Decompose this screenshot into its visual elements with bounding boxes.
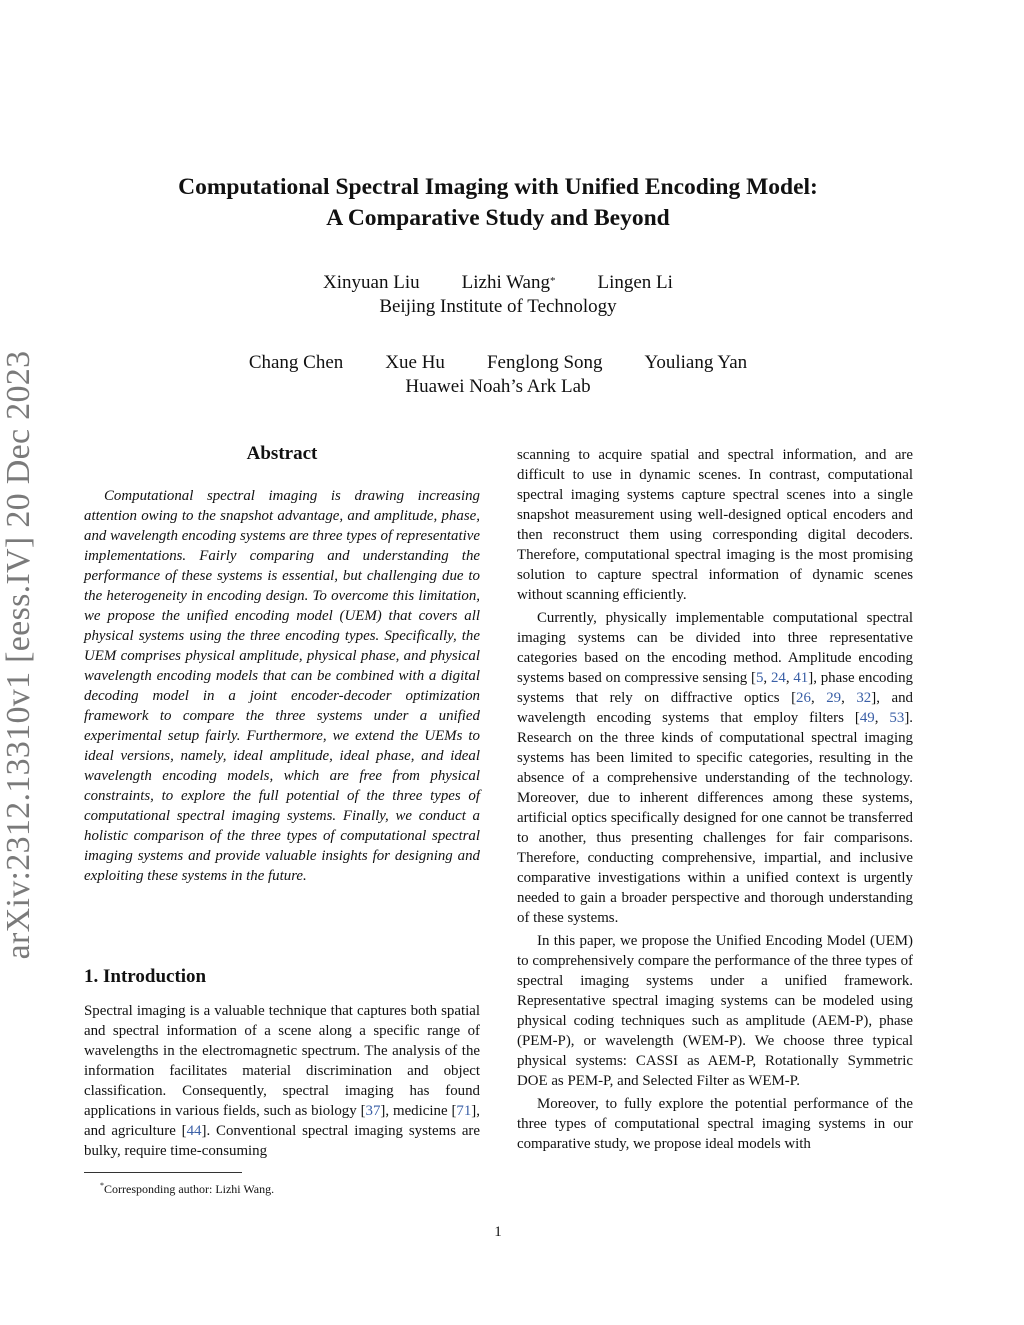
text-run: , — [763, 670, 771, 686]
author-list-2 — [0, 351, 996, 375]
author-name-corresponding — [462, 271, 556, 295]
author-name: Xinyuan Liu — [323, 272, 420, 293]
author-name: Lingen Li — [597, 272, 673, 293]
citation-link[interactable]: 29 — [826, 690, 842, 706]
text-run: Currently, physically implementable computational spectral imaging systems can be divided into three representative categories based on the encoding method. Amplitude encoding systems based on compressive sensing [ — [517, 610, 913, 686]
abstract-heading: Abstract — [246, 443, 318, 464]
text-run: , — [810, 690, 827, 706]
text-run: , — [874, 710, 890, 726]
text-run: Spectral imaging is a valuable technique that captures both spatial and spectral information of a scene along a specific range of wavelengths in the electromagnetic spectrum. The analysis of the information facilitates material discrimination and object classification. Consequently, spectral imaging has found applications in various fields, such as biology [ — [84, 1003, 480, 1119]
citation-link[interactable]: 5 — [755, 670, 764, 686]
corresponding-mark: * — [549, 275, 556, 287]
author-name: Lizhi Wang — [461, 272, 550, 293]
citation-link[interactable]: 71 — [456, 1103, 472, 1119]
footnote-rule — [84, 1172, 242, 1173]
author-name: Chang Chen — [248, 352, 344, 373]
citation-link[interactable]: 41 — [793, 670, 809, 686]
paragraph-uem: In this paper, we propose the Unified Encoding Model (UEM) to comprehensively compare the performance of the three types of spectral imaging systems under a unified framework. Representative spectral imaging systems can be modeled using physical coding techniques such as amplitude (AEM-P), phase (PEM-P), or wavelength (WEM-P). We choose three typical physical systems: CASSI as AEM-P, Rotationally Symmetric DOE as PEM-P, and Selected Filter as WEM-P. — [517, 933, 913, 1089]
footnote — [100, 1178, 274, 1197]
footnote-text: Corresponding author: Lizhi Wang. — [104, 1182, 275, 1196]
title-line-2: A Comparative Study and Beyond — [326, 205, 670, 231]
intro-paragraph — [84, 1001, 480, 1161]
author-name: Youliang Yan — [644, 352, 748, 373]
paragraph-ideal-models: Moreover, to fully explore the potential performance of the three types of computational spectral imaging systems in our comparative study, we propose ideal models with — [517, 1096, 913, 1152]
arxiv-stamp: arXiv:2312.13310v1 [eess.IV] 20 Dec 2023 — [0, 350, 37, 960]
footnote-mark: * — [100, 1181, 104, 1190]
citation-link[interactable]: 53 — [889, 710, 905, 726]
text-run: ], phase encoding systems that rely on diffractive optics [ — [517, 670, 913, 706]
text-run: ]. Research on the three kinds of computational spectral imaging systems has been limited to specific categories, resulting in the absence of a comprehensive understanding of the technology. Moreover, due to inherent differences among these systems, artificial optics specifically designed for one cannot be transferred to another, thus presenting challenges for fair comparisons. Therefore, conducting comprehensive, impartial, and inclusive comparative investigations within a unified context is urgently needed to gain a broader perspective and thorough understanding of these systems. — [517, 710, 913, 926]
text-run: , — [841, 690, 857, 706]
affiliation-2: Huawei Noah’s Ark Lab — [405, 376, 591, 397]
citation-link[interactable]: 32 — [856, 690, 872, 706]
affiliation-1: Beijing Institute of Technology — [379, 296, 617, 317]
paragraph-continued: scanning to acquire spatial and spectral information, and are difficult to use in dynamic scenes. In contrast, computational spectral imaging systems capture spectral scenes into a single snapshot measurement using well-designed optical encoders and then reconstruct them using corresponding digital decoders. Therefore, computational spectral imaging is the most promising solution to capture spectral information of dynamic scenes without scanning efficiently. — [517, 447, 913, 603]
citation-link[interactable]: 37 — [365, 1103, 381, 1119]
text-run: , — [785, 670, 794, 686]
section-heading-introduction: 1. Introduction — [84, 966, 207, 987]
text-run: ]. Conventional spectral imaging systems are bulky, require time-consuming — [84, 1123, 480, 1159]
author-list-1 — [0, 271, 996, 295]
citation-link[interactable]: 26 — [796, 690, 811, 706]
paper-title — [130, 172, 866, 234]
title-line-1: Computational Spectral Imaging with Unified Encoding Model: — [178, 174, 818, 200]
citation-link[interactable]: 44 — [186, 1123, 202, 1139]
right-column — [517, 445, 913, 1154]
text-run: ], and wavelength encoding systems that employ filters [ — [517, 690, 913, 726]
text-run: ], medicine [ — [380, 1103, 457, 1119]
citation-link[interactable]: 24 — [770, 670, 786, 686]
text-run: ], and agriculture [ — [84, 1103, 480, 1139]
citation-link[interactable]: 49 — [859, 710, 875, 726]
page-number: 1 — [494, 1224, 502, 1240]
author-name: Fenglong Song — [486, 352, 603, 373]
abstract-text: Computational spectral imaging is drawing increasing attention owing to the snapshot advantage, and amplitude, phase, and wavelength encoding systems are three types of representative implementations. Fairly comparing and understanding the performance of these systems is essential, but challenging due to the heterogeneity in encoding design. To overcome this limitation, we propose the unified encoding model (UEM) that covers all physical systems using the three encoding types. Specifically, the UEM comprises physical amplitude, physical phase, and physical wavelength encoding models that can be combined with a digital decoding model in a joint encoder-decoder optimization framework to compare the three systems under a unified experimental setup fairly. Furthermore, we extend the UEMs to ideal versions, namely, ideal amplitude, ideal phase, and ideal wavelength encoding models, which are free from physical constraints, to explore the full potential of the three types of computational spectral imaging systems. Finally, we conduct a holistic comparison of the three types of computational spectral imaging systems and provide valuable insights for designing and exploiting these systems in the future. — [84, 488, 480, 884]
paragraph-categories — [517, 608, 913, 928]
author-name: Xue Hu — [385, 352, 445, 373]
